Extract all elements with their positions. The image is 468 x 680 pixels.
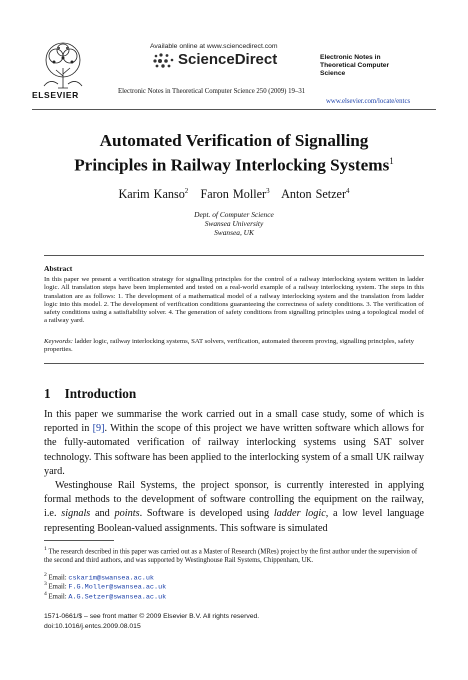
paper-title xyxy=(30,130,438,176)
header-divider xyxy=(32,109,436,110)
doi-line: doi:10.1016/j.entcs.2009.08.015 xyxy=(44,622,141,630)
title-line-1: Automated Verification of Signalling xyxy=(99,131,369,150)
author-footnote-mark[interactable]: 2 xyxy=(184,187,189,195)
affiliation-location: Swansea, UK xyxy=(214,228,254,237)
available-online-text: Available online at www.sciencedirect.com xyxy=(150,43,278,50)
email-link[interactable]: F.G.Moller@swansea.ac.uk xyxy=(68,583,167,592)
keywords-list: ladder logic, railway interlocking systems, SAT solvers, verification, automated theorem proving, signalling principles, safety properties. xyxy=(44,338,415,354)
entcs-logo-line: Theoretical Computer xyxy=(320,62,390,69)
publisher-name: ELSEVIER xyxy=(32,90,79,100)
sciencedirect-dots-icon xyxy=(153,53,175,69)
copyright-block xyxy=(44,612,259,631)
abstract-top-rule xyxy=(44,255,424,256)
footnote-1: $^1$ The research described in this paper was carried out as a Master of Research (MRes) project by the first author under the supervision of the second and third authors, and was supported by Westinghouse Rail Systems, Chippenham, UK. xyxy=(44,546,418,564)
footnote-2: $^2$ Email: cskarim@swansea.ac.uk xyxy=(44,572,155,583)
abstract-bottom-rule xyxy=(44,363,424,364)
title-footnote-mark[interactable]: 1 xyxy=(389,156,394,166)
footnote-3: $^3$ Email: F.G.Moller@swansea.ac.uk xyxy=(44,581,167,592)
author-list xyxy=(30,187,438,202)
email-link[interactable]: cskarim@swansea.ac.uk xyxy=(68,574,155,583)
footnote-rule xyxy=(44,540,114,541)
copyright-line: 1571-0661/$ – see front matter © 2009 Elsevier B.V. All rights reserved. xyxy=(44,613,260,620)
affiliation-department: Dept. of Computer Science xyxy=(194,210,274,219)
section-number: 1 xyxy=(44,386,51,401)
author-footnote-mark[interactable]: 4 xyxy=(346,187,350,195)
intro-paragraph-2: Westinghouse Rail Systems, the project sponsor, is currently interested in applying formal methods to the development of software controlling the equipment on the railway, i.e. signals and points. Software is developed using ladder logic, a low level language representing Boolean-valued assignments. This software is simulated xyxy=(44,480,425,534)
journal-url-link[interactable]: www.elsevier.com/locate/entcs xyxy=(326,98,411,105)
section-title: Introduction xyxy=(64,386,137,401)
footnote-4: $^4$ Email: A.G.Setzer@swansea.ac.uk xyxy=(44,591,167,602)
author-name: Anton Setzer xyxy=(281,187,347,202)
abstract-body: In this paper we present a verification strategy for signalling principles for the control of a railway interlocking system written in ladder logic. All translation steps have been implemented and tested on a real-world example of a railway interlocking system. The steps in this translation are as follows: 1. The development of a mathematical model of a railway interlocking system and the translation from ladder logic into this model. 2. The development of verification conditions guaranteeing the correctness of safety conditions. 3. The verification of safety conditions using a satisfiability solver. 4. The generation of safety conditions from signalling principles using a topological model of a railway yard. xyxy=(44,276,424,325)
citation-link[interactable]: [9] xyxy=(92,423,105,435)
email-link[interactable]: A.G.Setzer@swansea.ac.uk xyxy=(68,593,167,602)
entcs-logo-line: Electronic Notes in xyxy=(320,54,381,61)
elsevier-tree-logo xyxy=(36,38,90,92)
sciencedirect-brand: ScienceDirect xyxy=(178,51,278,68)
author-name: Karim Kanso xyxy=(118,187,185,202)
affiliation-university: Swansea University xyxy=(204,219,264,228)
abstract-heading: Abstract xyxy=(44,264,73,273)
keywords-label: Keywords: xyxy=(44,338,73,345)
author-footnote-mark[interactable]: 3 xyxy=(266,187,270,195)
section-heading xyxy=(44,386,136,402)
intro-paragraph-1: In this paper we summarise the work carried out in a small case study, some of which is reported in [9]. Within the scope of this project we have written software which allows for the fully-automated verification of railway interlocking systems using SAT solver technology. This software has been applied to the interlocking system of a small UK railway yard. xyxy=(44,409,424,477)
title-line-2: Principles in Railway Interlocking Systems$^1$ xyxy=(74,155,394,175)
entcs-journal-logo xyxy=(320,54,392,78)
keywords xyxy=(44,338,424,355)
journal-citation: Electronic Notes in Theoretical Computer Science 250 (2009) 19–31 xyxy=(118,88,306,95)
entcs-logo-line: Science xyxy=(320,70,346,77)
author-name: Faron Moller xyxy=(200,187,267,202)
